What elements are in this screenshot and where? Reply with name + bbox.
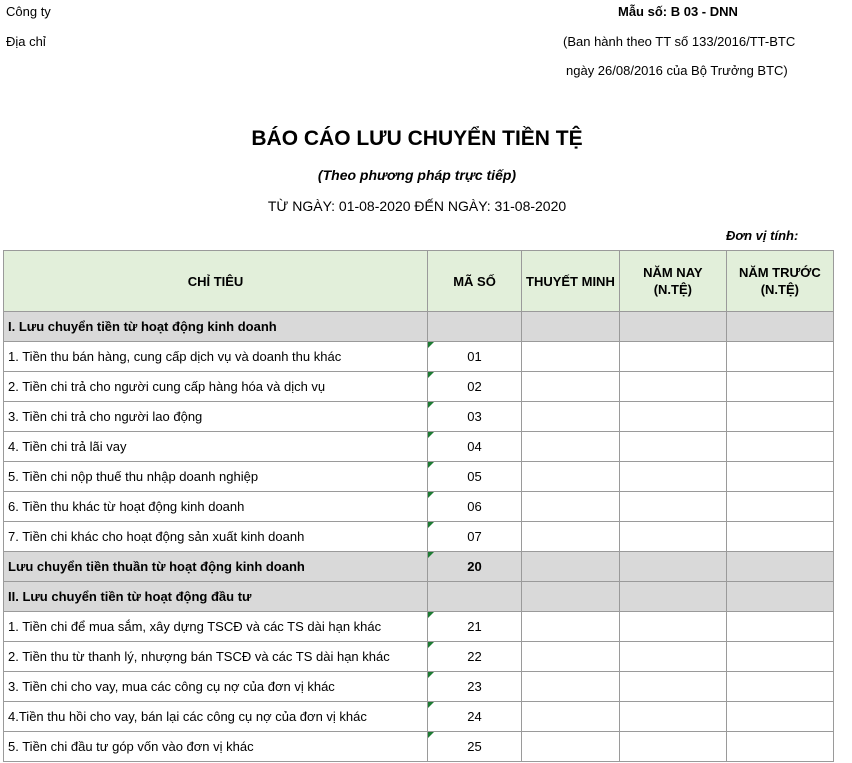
text-number-indicator-icon xyxy=(428,372,434,378)
code-cell[interactable]: 20 xyxy=(428,552,522,582)
header-note[interactable]: THUYẾT MINH xyxy=(522,251,620,312)
table-row xyxy=(4,492,834,522)
issued-date: ngày 26/08/2016 của Bộ Trưởng BTC) xyxy=(566,63,788,78)
header-code[interactable]: MÃ SỐ xyxy=(428,251,522,312)
table-header-row xyxy=(4,251,834,312)
code-cell[interactable]: 22 xyxy=(428,642,522,672)
current-year-cell[interactable] xyxy=(619,312,726,342)
text-number-indicator-icon xyxy=(428,402,434,408)
header-previous-year[interactable]: NĂM TRƯỚC (N.TỆ) xyxy=(726,251,833,312)
note-cell[interactable] xyxy=(522,612,620,642)
cash-flow-table xyxy=(3,250,834,762)
current-year-cell[interactable] xyxy=(619,552,726,582)
current-year-cell[interactable] xyxy=(619,732,726,762)
section-row xyxy=(4,582,834,612)
previous-year-cell[interactable] xyxy=(726,522,833,552)
indicator-cell[interactable]: 5. Tiền chi nộp thuế thu nhập doanh nghiệp xyxy=(4,462,428,492)
previous-year-cell[interactable] xyxy=(726,462,833,492)
current-year-cell[interactable] xyxy=(619,372,726,402)
current-year-cell[interactable] xyxy=(619,612,726,642)
current-year-cell[interactable] xyxy=(619,492,726,522)
current-year-cell[interactable] xyxy=(619,642,726,672)
table-row xyxy=(4,462,834,492)
indicator-cell[interactable]: 4.Tiền thu hồi cho vay, bán lại các công cụ nợ của đơn vị khác xyxy=(4,702,428,732)
table-row xyxy=(4,642,834,672)
current-year-cell[interactable] xyxy=(619,432,726,462)
address-label: Địa chỉ xyxy=(6,34,46,49)
note-cell[interactable] xyxy=(522,342,620,372)
text-number-indicator-icon xyxy=(428,522,434,528)
text-number-indicator-icon xyxy=(428,432,434,438)
previous-year-cell[interactable] xyxy=(726,702,833,732)
indicator-cell[interactable]: 3. Tiền chi cho vay, mua các công cụ nợ của đơn vị khác xyxy=(4,672,428,702)
indicator-cell[interactable]: 1. Tiền chi để mua sắm, xây dựng TSCĐ và các TS dài hạn khác xyxy=(4,612,428,642)
code-cell[interactable]: 25 xyxy=(428,732,522,762)
code-cell[interactable] xyxy=(428,312,522,342)
header-current-year[interactable]: NĂM NAY (N.TỆ) xyxy=(619,251,726,312)
text-number-indicator-icon xyxy=(428,672,434,678)
header-indicator[interactable]: CHỈ TIÊU xyxy=(4,251,428,312)
current-year-cell[interactable] xyxy=(619,522,726,552)
note-cell[interactable] xyxy=(522,312,620,342)
section-row xyxy=(4,312,834,342)
code-cell[interactable]: 23 xyxy=(428,672,522,702)
previous-year-cell[interactable] xyxy=(726,492,833,522)
note-cell[interactable] xyxy=(522,642,620,672)
indicator-cell[interactable]: Lưu chuyển tiền thuần từ hoạt động kinh doanh xyxy=(4,552,428,582)
note-cell[interactable] xyxy=(522,522,620,552)
note-cell[interactable] xyxy=(522,672,620,702)
text-number-indicator-icon xyxy=(428,612,434,618)
note-cell[interactable] xyxy=(522,372,620,402)
text-number-indicator-icon xyxy=(428,552,434,558)
indicator-cell[interactable]: I. Lưu chuyển tiền từ hoạt động kinh doanh xyxy=(4,312,428,342)
table-row xyxy=(4,702,834,732)
previous-year-cell[interactable] xyxy=(726,552,833,582)
form-code: Mẫu số: B 03 - DNN xyxy=(618,4,738,19)
text-number-indicator-icon xyxy=(428,732,434,738)
table-row xyxy=(4,432,834,462)
indicator-cell[interactable]: 6. Tiền thu khác từ hoạt động kinh doanh xyxy=(4,492,428,522)
unit-label: Đơn vị tính: xyxy=(726,228,799,243)
note-cell[interactable] xyxy=(522,492,620,522)
indicator-cell[interactable]: 3. Tiền chi trả cho người lao động xyxy=(4,402,428,432)
indicator-cell[interactable]: 4. Tiền chi trả lãi vay xyxy=(4,432,428,462)
indicator-cell[interactable]: 2. Tiền thu từ thanh lý, nhượng bán TSCĐ và các TS dài hạn khác xyxy=(4,642,428,672)
text-number-indicator-icon xyxy=(428,642,434,648)
current-year-cell[interactable] xyxy=(619,342,726,372)
text-number-indicator-icon xyxy=(428,702,434,708)
note-cell[interactable] xyxy=(522,702,620,732)
company-label: Công ty xyxy=(6,4,51,19)
table-row xyxy=(4,522,834,552)
note-cell[interactable] xyxy=(522,462,620,492)
indicator-cell[interactable]: II. Lưu chuyển tiền từ hoạt động đầu tư xyxy=(4,582,428,612)
previous-year-cell[interactable] xyxy=(726,312,833,342)
indicator-cell[interactable]: 7. Tiền chi khác cho hoạt động sản xuất kinh doanh xyxy=(4,522,428,552)
code-cell[interactable]: 01 xyxy=(428,342,522,372)
note-cell[interactable] xyxy=(522,582,620,612)
note-cell[interactable] xyxy=(522,552,620,582)
previous-year-cell[interactable] xyxy=(726,432,833,462)
current-year-cell[interactable] xyxy=(619,402,726,432)
table-row xyxy=(4,732,834,762)
code-cell[interactable]: 05 xyxy=(428,462,522,492)
current-year-cell[interactable] xyxy=(619,462,726,492)
code-cell[interactable]: 03 xyxy=(428,402,522,432)
table-row xyxy=(4,402,834,432)
subtotal-row xyxy=(4,552,834,582)
report-period: TỪ NGÀY: 01-08-2020 ĐẾN NGÀY: 31-08-2020 xyxy=(267,198,567,214)
table-row xyxy=(4,342,834,372)
previous-year-cell[interactable] xyxy=(726,672,833,702)
issued-by: (Ban hành theo TT số 133/2016/TT-BTC xyxy=(563,34,796,49)
report-title: BÁO CÁO LƯU CHUYỂN TIỀN TỆ xyxy=(251,127,583,150)
text-number-indicator-icon xyxy=(428,462,434,468)
previous-year-cell[interactable] xyxy=(726,732,833,762)
table-body xyxy=(4,312,834,762)
previous-year-cell[interactable] xyxy=(726,612,833,642)
previous-year-cell[interactable] xyxy=(726,372,833,402)
indicator-cell[interactable]: 2. Tiền chi trả cho người cung cấp hàng hóa và dịch vụ xyxy=(4,372,428,402)
current-year-cell[interactable] xyxy=(619,702,726,732)
table-row xyxy=(4,372,834,402)
note-cell[interactable] xyxy=(522,402,620,432)
code-cell[interactable]: 21 xyxy=(428,612,522,642)
code-cell[interactable]: 02 xyxy=(428,372,522,402)
note-cell[interactable] xyxy=(522,732,620,762)
previous-year-cell[interactable] xyxy=(726,342,833,372)
indicator-cell[interactable]: 1. Tiền thu bán hàng, cung cấp dịch vụ và doanh thu khác xyxy=(4,342,428,372)
table-row xyxy=(4,612,834,642)
code-cell[interactable]: 06 xyxy=(428,492,522,522)
code-cell[interactable]: 04 xyxy=(428,432,522,462)
code-cell[interactable]: 24 xyxy=(428,702,522,732)
report-subtitle: (Theo phương pháp trực tiếp) xyxy=(317,167,517,183)
indicator-cell[interactable]: 5. Tiền chi đầu tư góp vốn vào đơn vị khác xyxy=(4,732,428,762)
previous-year-cell[interactable] xyxy=(726,402,833,432)
note-cell[interactable] xyxy=(522,432,620,462)
current-year-cell[interactable] xyxy=(619,582,726,612)
text-number-indicator-icon xyxy=(428,342,434,348)
previous-year-cell[interactable] xyxy=(726,642,833,672)
previous-year-cell[interactable] xyxy=(726,582,833,612)
code-cell[interactable] xyxy=(428,582,522,612)
current-year-cell[interactable] xyxy=(619,672,726,702)
table-row xyxy=(4,672,834,702)
code-cell[interactable]: 07 xyxy=(428,522,522,552)
text-number-indicator-icon xyxy=(428,492,434,498)
